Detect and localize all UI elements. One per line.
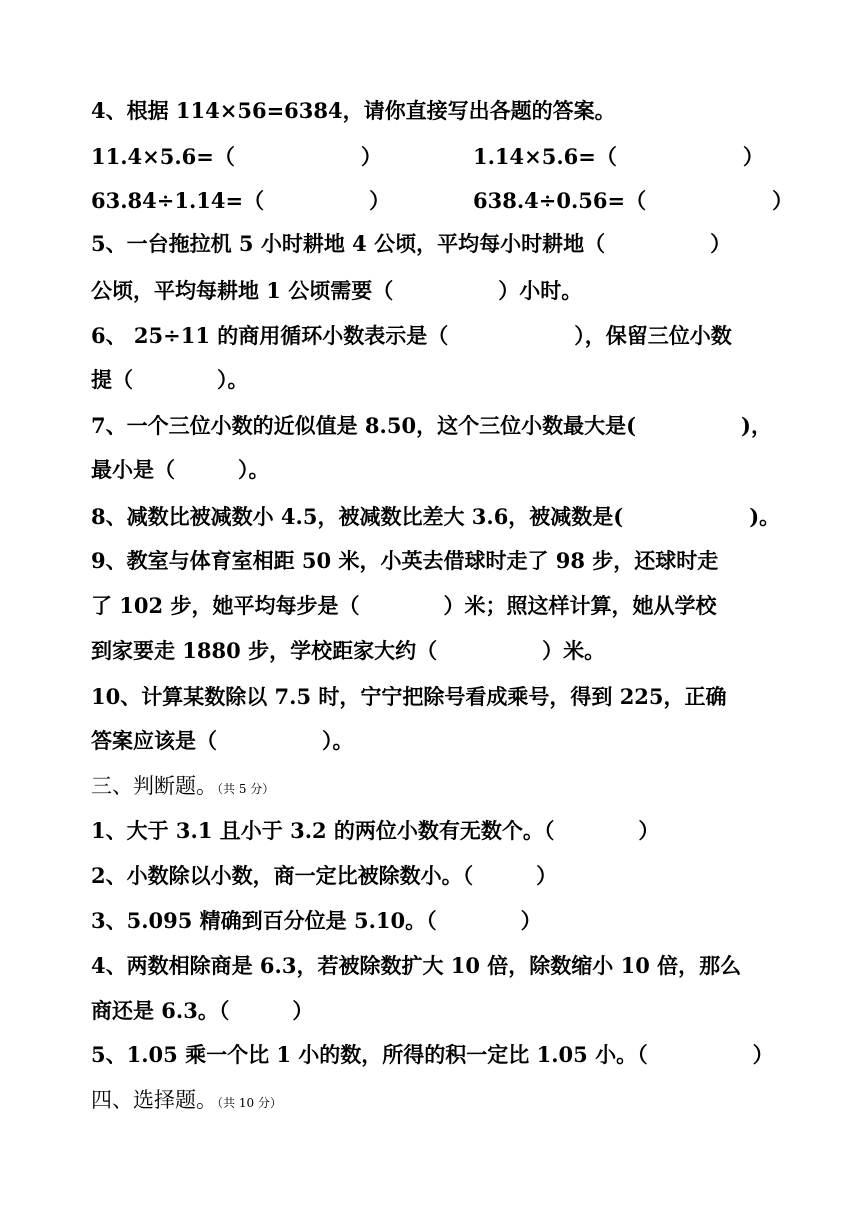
q7-line1: 7、一个三位小数的近似值是 8.50，这个三位小数最大是( )， [91, 413, 772, 438]
q9-line1: 9、教室与体育室相距 50 米，小英去借球时走了 98 步，还球时走 [91, 548, 719, 573]
q4-item-d: 638.4÷0.56=（ ） [473, 188, 794, 213]
judge-item-2: 2、小数除以小数，商一定比被除数小。（ ） [91, 863, 558, 888]
judge-item-4-line2: 商还是 6.3。（ ） [91, 998, 314, 1023]
judge-item-3: 3、5.095 精确到百分位是 5.10。（ ） [91, 908, 542, 933]
judge-item-5: 5、1.05 乘一个比 1 小的数，所得的积一定比 1.05 小。（ ） [91, 1042, 774, 1067]
section3-title: 三、判断题。 [91, 774, 217, 798]
q9-line2: 了 102 步，她平均每步是（ ）米；照这样计算，她从学校 [91, 593, 717, 618]
section4-title: 四、选择题。 [91, 1088, 217, 1112]
q4-item-c: 63.84÷1.14=（ ） [91, 188, 391, 213]
q4-title: 4、根据 114×56=6384，请你直接写出各题的答案。 [91, 98, 616, 123]
judge-item-4-line1: 4、两数相除商是 6.3，若被除数扩大 10 倍，除数缩小 10 倍，那么 [91, 953, 742, 978]
judge-item-1: 1、大于 3.1 且小于 3.2 的两位小数有无数个。（ ） [91, 818, 660, 843]
q6-line2: 提（ ）。 [91, 367, 249, 392]
section4-note: （共 10 分） [217, 1096, 282, 1110]
q8-line1: 8、减数比被减数小 4.5，被减数比差大 3.6，被减数是( )。 [91, 504, 781, 529]
q4-item-b: 1.14×5.6=（ ） [473, 144, 764, 169]
q5-line1: 5、一台拖拉机 5 小时耕地 4 公顷，平均每小时耕地（ ） [91, 231, 732, 256]
q10-line2: 答案应该是（ ）。 [91, 728, 354, 753]
q9-line3: 到家要走 1880 步，学校距家大约（ ）米。 [91, 638, 606, 663]
q10-line1: 10、计算某数除以 7.5 时，宁宁把除号看成乘号，得到 225，正确 [91, 684, 727, 709]
q4-item-a: 11.4×5.6=（ ） [91, 144, 382, 169]
q6-line1: 6、 25÷11 的商用循环小数表示是（ ），保留三位小数 [91, 323, 732, 348]
section3-note: （共 5 分） [217, 782, 275, 796]
q7-line2: 最小是（ ）。 [91, 457, 270, 482]
section4-heading [91, 1090, 282, 1111]
q5-line2: 公顷，平均每耕地 1 公顷需要（ ）小时。 [91, 278, 583, 303]
section3-heading [91, 776, 274, 797]
